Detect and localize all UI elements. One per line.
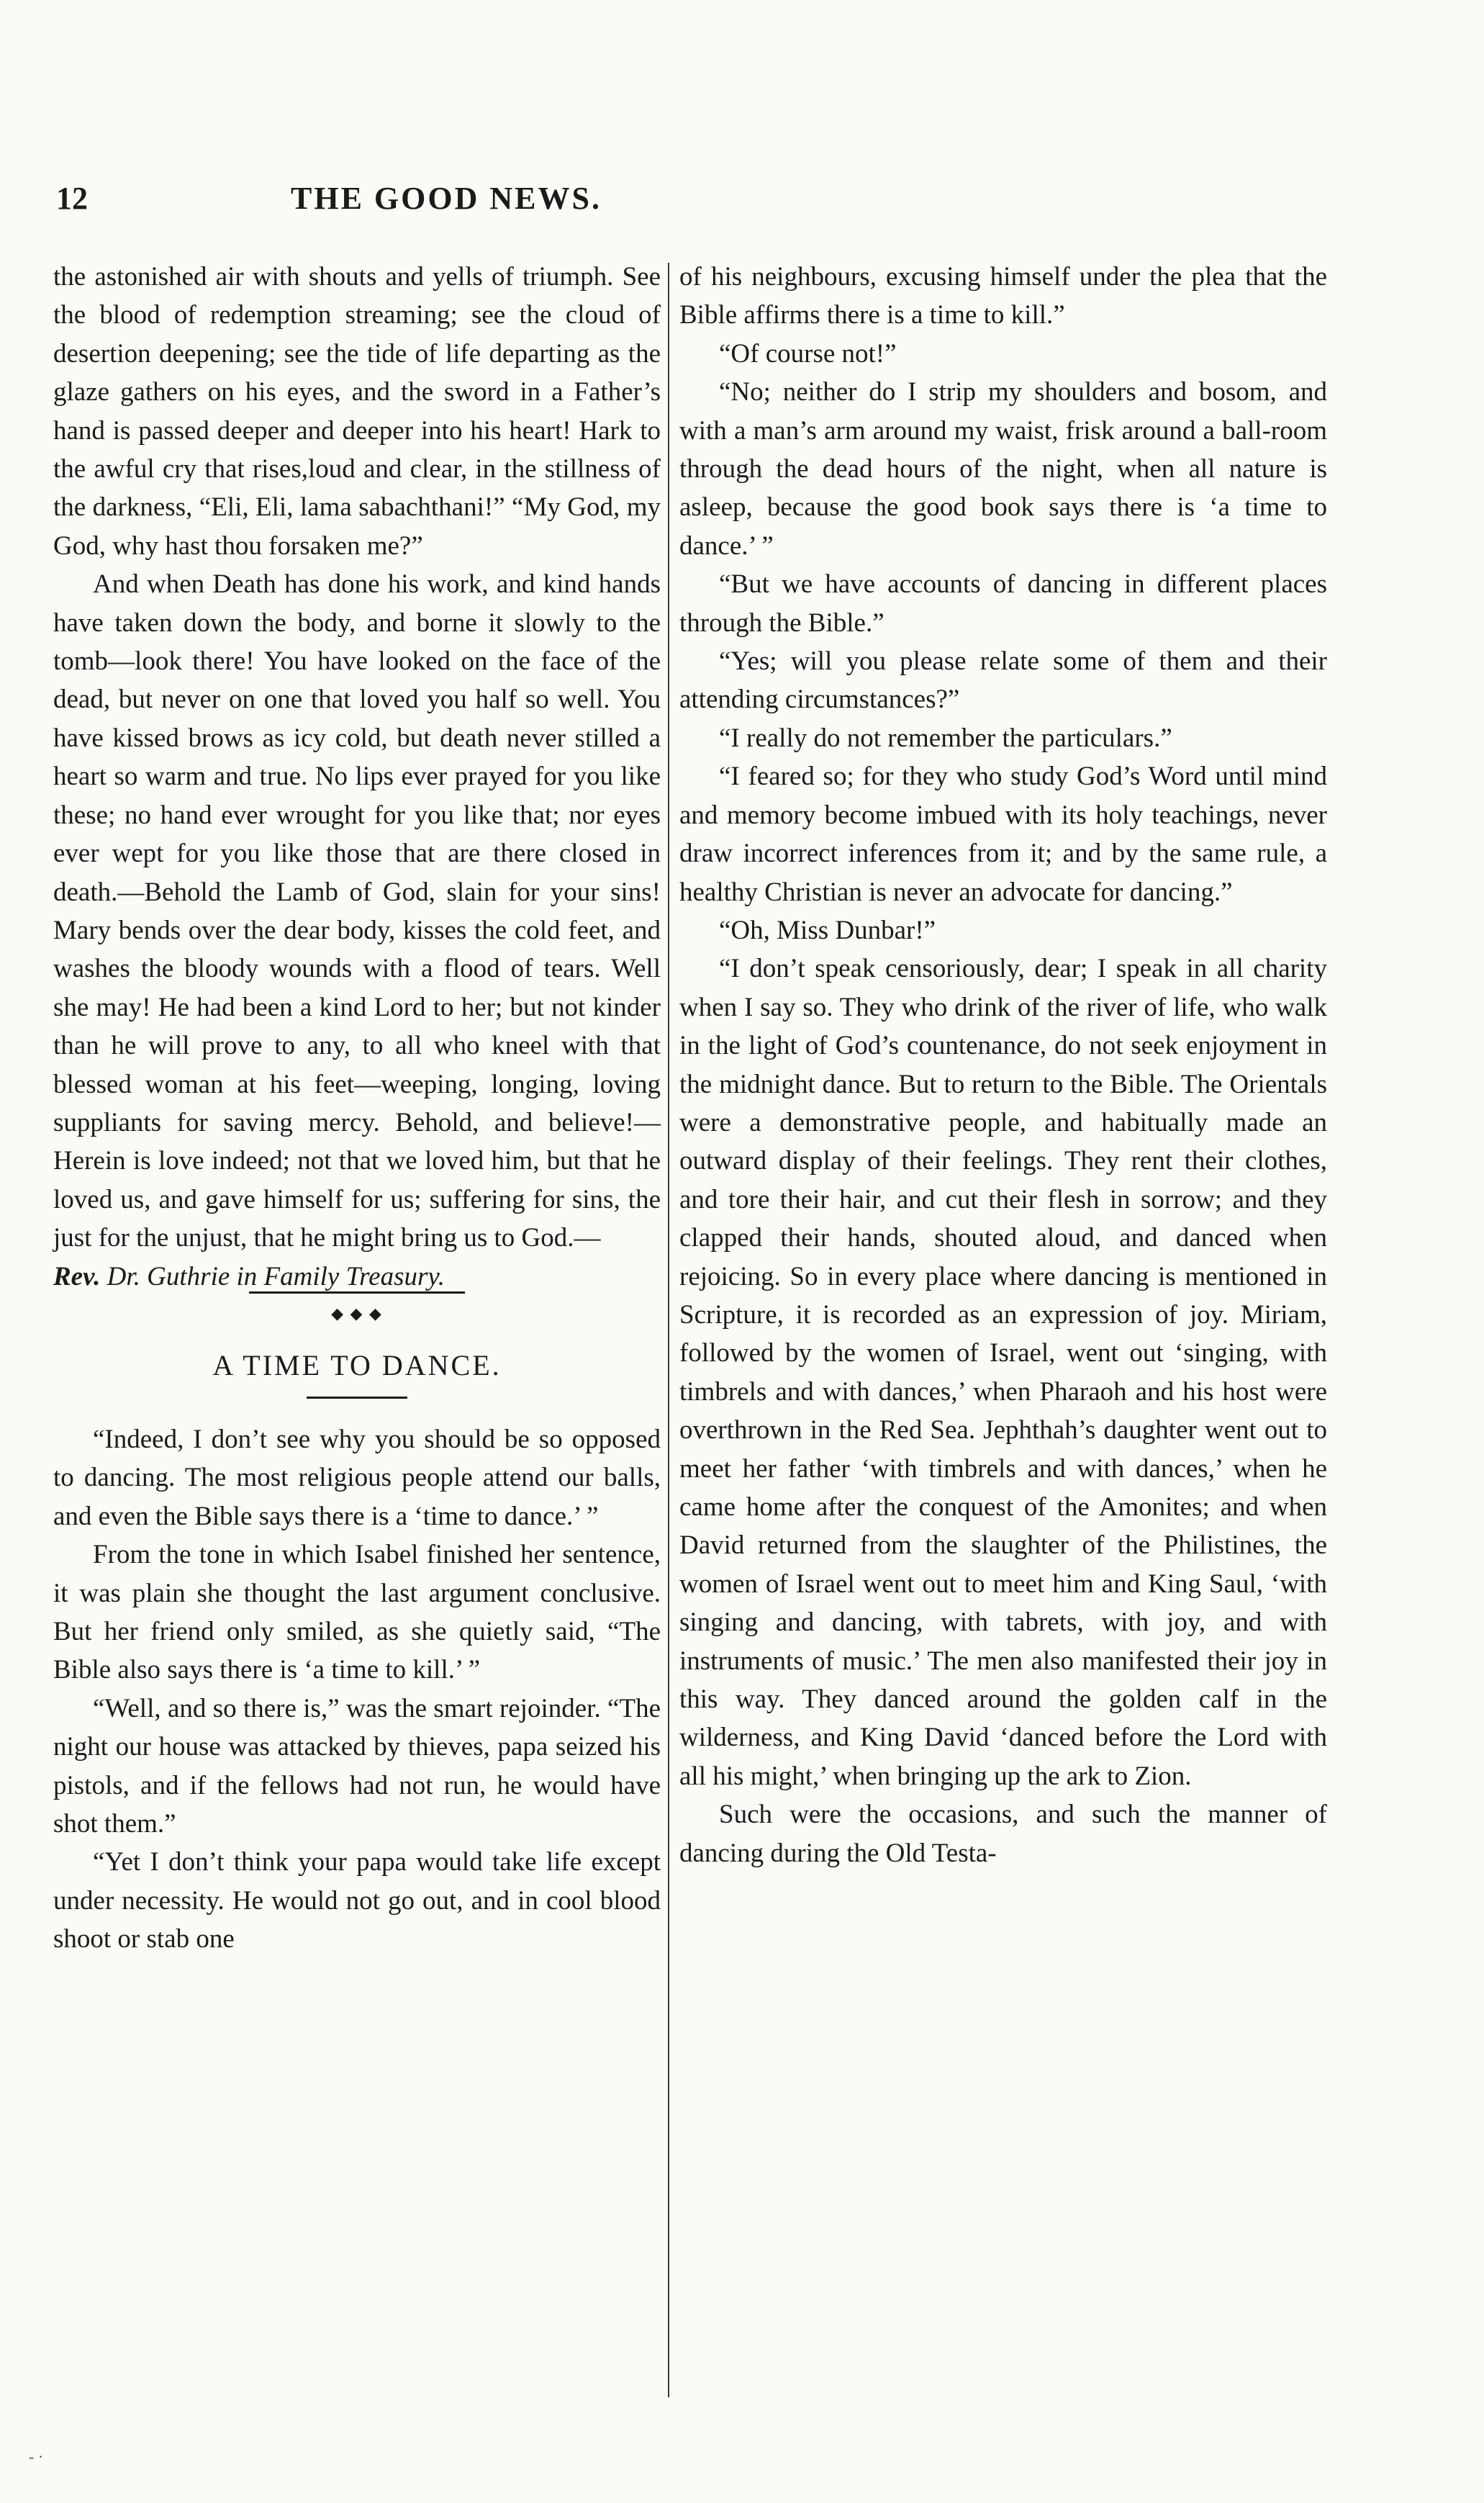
paragraph: “No; neither do I strip my shoulders and bosom, and with a man’s arm around my waist, frisk around a ball-room through the dead hours of the night, when all nature is asleep, because the good book says there is ‘a time to dance.’ ”: [679, 377, 1327, 561]
paragraph: the astonished air with shouts and yells of triumph. See the blood of redemption streaming; see the cloud of desertion deepening; see the tide of life departing as the glaze gathers on his eyes, and the sword in a Father’s hand is passed deeper and deeper into his heart! Hark to the awful cry that rises,loud and clear, in the stillness of the darkness, “Eli, Eli, lama sabachthani!” “My God, my God, why hast thou forsaken me?”: [53, 262, 661, 561]
right-column: [679, 258, 1327, 1872]
paragraph: “I really do not remember the particulars.”: [719, 723, 1172, 753]
heading-rule: [307, 1397, 407, 1399]
paragraph: “Well, and so there is,” was the smart rejoinder. “The night our house was attacked by thieves, papa seized his pistols, and if the fellows had not run, he would have shot them.”: [53, 1693, 661, 1839]
article-credit: [53, 1258, 661, 1296]
column-divider: [668, 263, 669, 2397]
credit-text: Dr. Guthrie in Family Treasury.: [107, 1261, 445, 1291]
paragraph: “Indeed, I don’t see why you should be so opposed to dancing. The most religious people attend our balls, and even the Bible says there is a ‘time to dance.’ ”: [53, 1424, 661, 1531]
section-heading: A TIME TO DANCE.: [212, 1348, 502, 1381]
paragraph: of his neighbours, excusing himself under the plea that the Bible affirms there is a time to kill.”: [679, 262, 1327, 330]
ornament-rule: ◆ ◆ ◆: [249, 1291, 465, 1334]
left-column: [53, 258, 661, 1959]
section-ornament: [53, 1296, 661, 1336]
running-head: [50, 180, 842, 230]
paragraph: “I don’t speak censoriously, dear; I speak in all charity when I say so. They who drink of the river of life, who walk in the light of God’s countenance, do not seek enjoyment in the midnight dance. But to return to the Bible. The Orientals were a demonstrative people, and habitually made an outward display of their feelings. They rent their clothes, and tore their hair, and cut their flesh in sorrow; and they clapped their hands, shouted aloud, and danced when rejoicing. So in every place where dancing is mentioned in Scripture, it is recorded as an expression of joy. Miriam, followed by the women of Israel, went out ‘singing, with timbrels and with dances,’ when Pharaoh and his host were overthrown in the Red Sea. Jephthah’s daughter went out to meet her father ‘with timbrels and with dances,’ when he came home after the conquest of the Amonites; and when David returned from the slaughter of the Philistines, the women of Israel went out to meet him and King Saul, ‘with singing and dancing, with tabrets, with joy, and with instruments of music.’ The men also manifested their joy in this way. They danced around the golden calf in the wilderness, and King David ‘danced before the Lord with all his might,’ when bringing up the ark to Zion.: [679, 954, 1327, 1791]
page-number: 12: [56, 181, 88, 216]
paragraph: “Yes; will you please relate some of them and their attending circumstances?”: [679, 646, 1327, 715]
paragraph: And when Death has done his work, and kind hands have taken down the body, and borne it slowly to the tomb—look there! You have looked on the face of the dead, but never on one that loved you half so well. You have kissed brows as icy cold, but death never stilled a heart so warm and true. No lips ever prayed for you like these; no hand ever wrought for you like that; nor eyes ever wept for you like those that are there closed in death.—Behold the Lamb of God, slain for your sins! Mary bends over the dear body, kisses the cold feet, and washes the bloody wounds with a flood of tears. Well she may! He had been a kind Lord to her; but not kinder than he will prove to any, to all who kneel with that blessed woman at his feet—weeping, longing, loving suppliants for saving mercy. Behold, and believe!—Herein is love indeed; not that we loved him, but that he loved us, and gave himself for us; suffering for sins, the just for the unjust, that he might bring us to God.—: [53, 569, 661, 1253]
paragraph: “Yet I don’t think your papa would take life except under necessity. He would not go out, and in cool blood shoot or stab one: [53, 1847, 661, 1954]
journal-title: THE GOOD NEWS.: [291, 181, 602, 216]
paragraph: “But we have accounts of dancing in different places through the Bible.”: [679, 569, 1327, 638]
paragraph: Such were the occasions, and such the manner of dancing during the Old Testa-: [679, 1800, 1327, 1868]
paragraph: From the tone in which Isabel finished her sentence, it was plain she thought the last argument conclusive. But her friend only smiled, as she quietly said, “The Bible also says there is ‘a time to kill.’ ”: [53, 1540, 661, 1685]
paragraph: “I feared so; for they who study God’s Word until mind and memory become imbued with its holy teachings, never draw incorrect inferences from it; and by the same rule, a healthy Christian is never an advocate for dancing.”: [679, 762, 1327, 907]
credit-prefix: Rev.: [53, 1261, 101, 1291]
paragraph: “Oh, Miss Dunbar!”: [719, 915, 936, 945]
footer-mark: - ·: [29, 2448, 44, 2466]
paragraph: “Of course not!”: [719, 338, 897, 369]
